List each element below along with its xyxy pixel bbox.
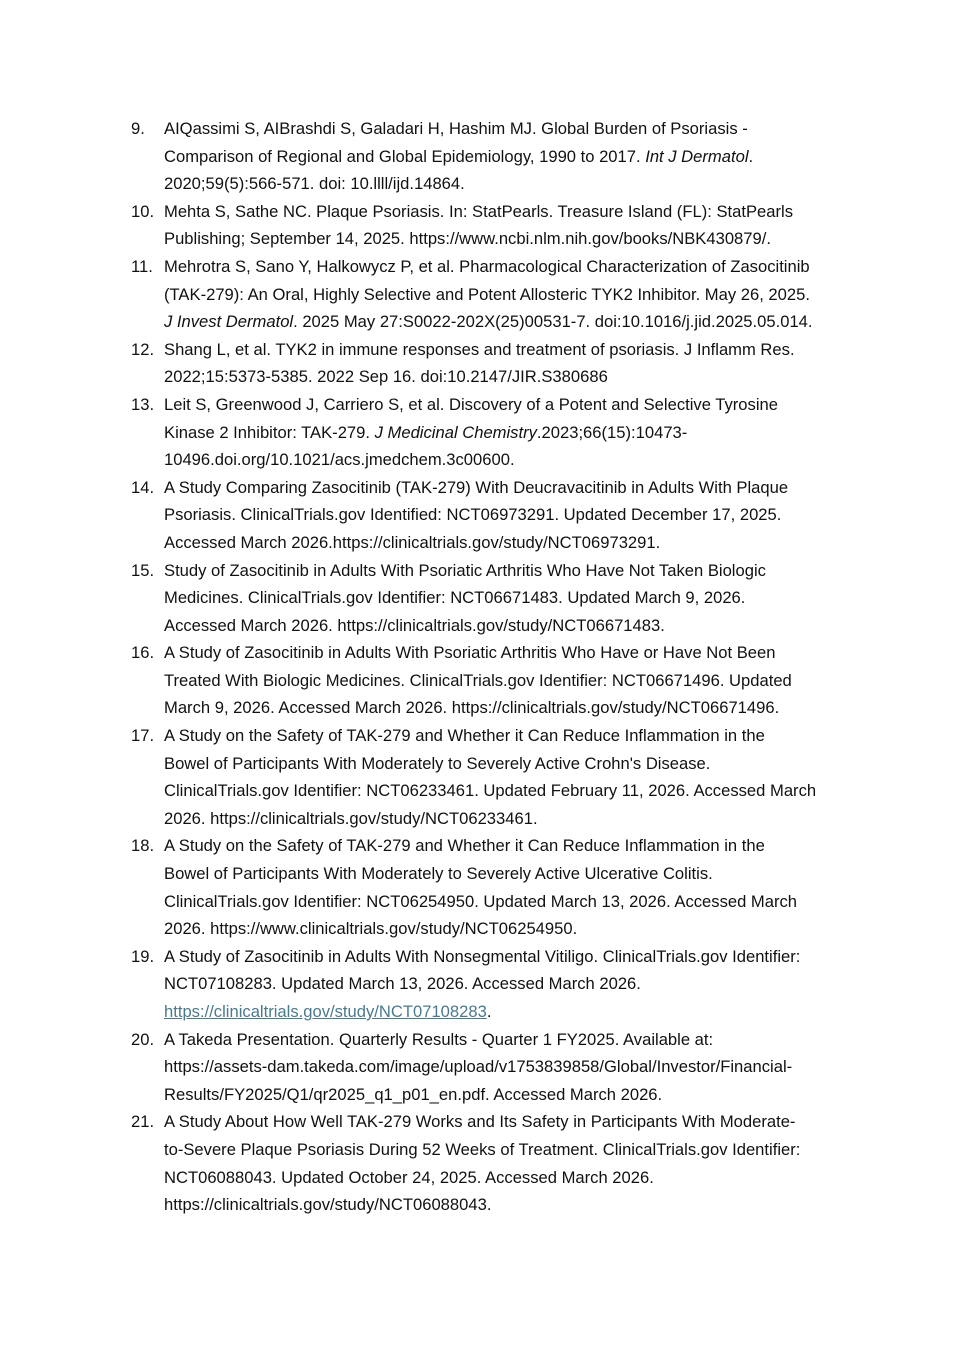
reference-text: Psoriasis. ClinicalTrials.gov Identified: NCT06973291. Updated December 17, 2025. [164,505,782,525]
reference-line [164,1136,866,1164]
reference-line [164,584,866,612]
reference-number: 12. [131,339,155,359]
reference-item [131,832,866,942]
reference-item [131,115,866,198]
reference-item [131,198,866,253]
reference-text: A Study About How Well TAK-279 Works and Its Safety in Participants With Moderate- [164,1112,796,1132]
reference-line [164,694,866,722]
reference-text: Mehta S, Sathe NC. Plaque Psoriasis. In: StatPearls. Treasure Island (FL): StatPearls [164,201,793,221]
reference-item [131,1108,866,1218]
reference-number: 13. [131,394,155,414]
reference-text: Medicines. ClinicalTrials.gov Identifier: NCT06671483. Updated March 9, 2026. [164,588,746,608]
reference-line [164,915,866,943]
reference-number: 15. [131,560,155,580]
reference-line [164,336,866,364]
reference-line [164,143,866,171]
reference-text: Treated With Biologic Medicines. ClinicalTrials.gov Identifier: NCT06671496. Updated [164,670,792,690]
reference-text: NCT07108283. Updated March 13, 2026. Accessed March 2026. [164,974,641,994]
reference-line [164,1053,866,1081]
reference-line [164,363,866,391]
reference-line [164,1081,866,1109]
reference-text: 2020;59(5):566-571. doi: 10.llll/ijd.14864. [164,174,465,194]
reference-line [164,1191,866,1219]
reference-line [164,529,866,557]
reference-text: 2026. https://clinicaltrials.gov/study/NCT06233461. [164,808,538,828]
reference-item [131,253,866,336]
reference-line [164,722,866,750]
reference-number: 14. [131,477,155,497]
reference-text: Bowel of Participants With Moderately to Severely Active Crohn's Disease. [164,753,711,773]
reference-number: 20. [131,1029,155,1049]
reference-text: . [748,146,754,166]
reference-line [164,777,866,805]
reference-line [164,198,866,226]
reference-line [164,115,866,143]
reference-text: A Study of Zasocitinib in Adults With Psoriatic Arthritis Who Have or Have Not Been [164,643,776,663]
reference-number: 21. [131,1112,155,1132]
reference-item [131,1026,866,1109]
reference-text: NCT06088043. Updated October 24, 2025. Accessed March 2026. [164,1167,654,1187]
reference-list [131,115,866,1219]
reference-text: Results/FY2025/Q1/qr2025_q1_p01_en.pdf. Accessed March 2026. [164,1084,663,1104]
reference-text: (TAK-279): An Oral, Highly Selective and Potent Allosteric TYK2 Inhibitor. May 26, 2025. [164,284,810,304]
reference-text: A Study on the Safety of TAK-279 and Whether it Can Reduce Inflammation in the [164,726,765,746]
reference-line [164,1164,866,1192]
reference-text: Publishing; September 14, 2025. https://www.ncbi.nlm.nih.gov/books/NBK430879/. [164,229,771,249]
reference-line [164,1108,866,1136]
reference-number: 17. [131,726,155,746]
reference-line [164,225,866,253]
reference-item [131,722,866,832]
reference-line [164,557,866,585]
reference-text: A Study on the Safety of TAK-279 and Whether it Can Reduce Inflammation in the [164,836,765,856]
reference-text: Accessed March 2026. https://clinicaltrials.gov/study/NCT06671483. [164,615,665,635]
reference-line [164,750,866,778]
reference-line [164,667,866,695]
reference-text: ClinicalTrials.gov Identifier: NCT06233461. Updated February 11, 2026. Accessed March [164,781,817,801]
reference-text: Bowel of Participants With Moderately to Severely Active Ulcerative Colitis. [164,864,713,884]
reference-text: https://assets-dam.takeda.com/image/upload/v1753839858/Global/Investor/Financial- [164,1057,793,1077]
reference-line [164,308,866,336]
reference-text: Leit S, Greenwood J, Carriero S, et al. Discovery of a Potent and Selective Tyrosine [164,394,778,414]
reference-line [164,998,866,1026]
reference-line [164,943,866,971]
reference-number: 10. [131,201,155,221]
reference-text: ClinicalTrials.gov Identifier: NCT06254950. Updated March 13, 2026. Accessed March [164,891,798,911]
reference-line [164,253,866,281]
reference-item [131,943,866,1026]
reference-text: 2026. https://www.clinicaltrials.gov/study/NCT06254950. [164,919,578,939]
reference-text: Kinase 2 Inhibitor: TAK-279. [164,422,375,442]
reference-item [131,557,866,640]
reference-text: AIQassimi S, AIBrashdi S, Galadari H, Hashim MJ. Global Burden of Psoriasis - [164,119,748,138]
journal-title: Int J Dermatol [645,146,749,166]
reference-text: Accessed March 2026.https://clinicaltrials.gov/study/NCT06973291. [164,532,661,552]
reference-line [164,832,866,860]
reference-text: Shang L, et al. TYK2 in immune responses and treatment of psoriasis. J Inflamm Res. [164,339,795,359]
reference-text: 10496.doi.org/10.1021/acs.jmedchem.3c00600. [164,450,515,470]
reference-line [164,639,866,667]
reference-link[interactable]: https://clinicaltrials.gov/study/NCT07108283 [164,1002,487,1021]
reference-line [164,501,866,529]
reference-item [131,639,866,722]
reference-text: Comparison of Regional and Global Epidemiology, 1990 to 2017. [164,146,646,166]
reference-text: . 2025 May 27:S0022-202X(25)00531-7. doi:10.1016/j.jid.2025.05.014. [293,312,813,332]
reference-line [164,805,866,833]
reference-text: A Study of Zasocitinib in Adults With Nonsegmental Vitiligo. ClinicalTrials.gov Identifier: [164,946,801,966]
reference-number: 16. [131,643,155,663]
reference-line [164,860,866,888]
reference-text: https://clinicaltrials.gov/study/NCT06088043. [164,1195,492,1215]
reference-line [164,419,866,447]
reference-text: . [486,1002,492,1021]
reference-text: A Takeda Presentation. Quarterly Results - Quarter 1 FY2025. Available at: [164,1029,714,1049]
reference-text: A Study Comparing Zasocitinib (TAK-279) With Deucravacitinib in Adults With Plaque [164,477,789,497]
reference-text: Mehrotra S, Sano Y, Halkowycz P, et al. Pharmacological Characterization of Zasocitinib [164,256,810,276]
reference-number: 9. [131,119,145,138]
reference-number: 19. [131,946,155,966]
reference-line [164,1026,866,1054]
reference-item [131,474,866,557]
journal-title: J Medicinal Chemistry [374,422,537,442]
reference-line [164,391,866,419]
reference-text: 2022;15:5373-5385. 2022 Sep 16. doi:10.2147/JIR.S380686 [164,367,608,387]
reference-line [164,170,866,198]
reference-line [164,474,866,502]
reference-line [164,970,866,998]
journal-title: J Invest Dermatol [164,312,294,332]
reference-line [164,888,866,916]
reference-number: 18. [131,836,155,856]
reference-line [164,446,866,474]
reference-text: .2023;66(15):10473- [536,422,688,442]
reference-text: to-Severe Plaque Psoriasis During 52 Weeks of Treatment. ClinicalTrials.gov Identifier: [164,1139,801,1159]
reference-item [131,391,866,474]
reference-text: Study of Zasocitinib in Adults With Psoriatic Arthritis Who Have Not Taken Biologic [164,560,766,580]
reference-item [131,336,866,391]
reference-text: March 9, 2026. Accessed March 2026. https://clinicaltrials.gov/study/NCT06671496. [164,698,780,718]
reference-line [164,612,866,640]
reference-number: 11. [131,256,153,276]
reference-line [164,281,866,309]
